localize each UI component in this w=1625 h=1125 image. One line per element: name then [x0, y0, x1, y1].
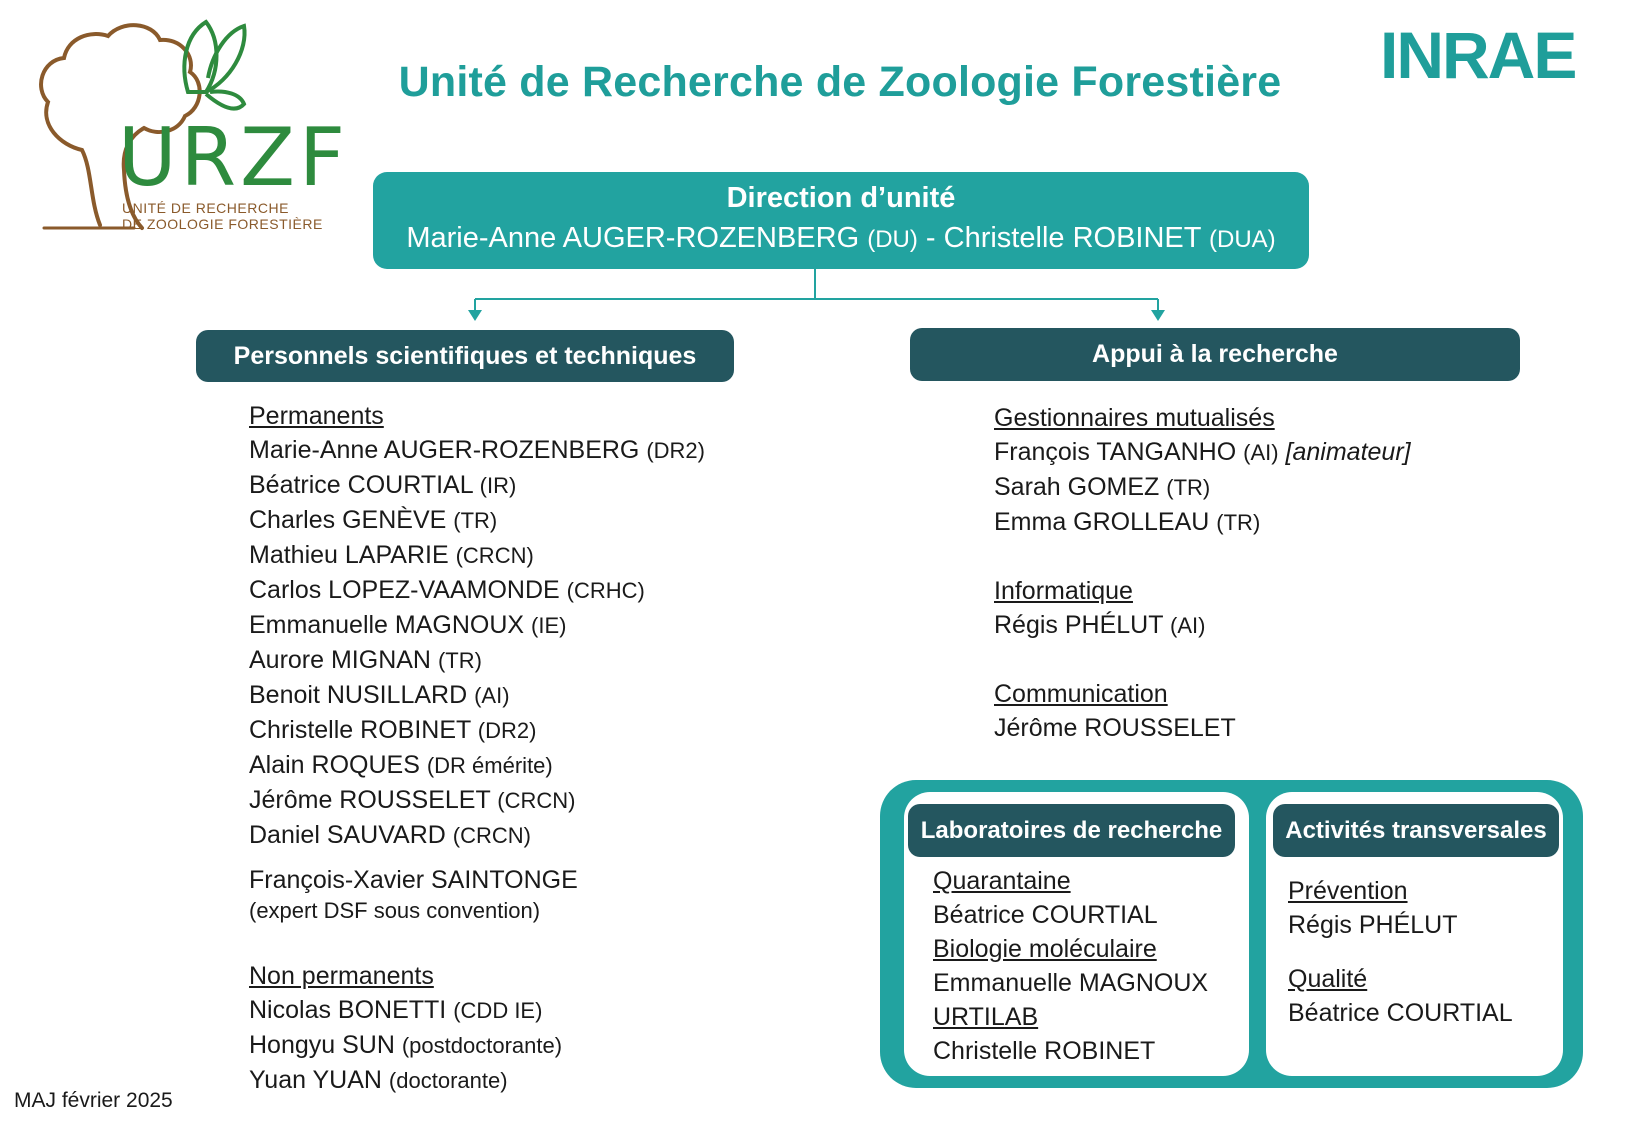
staff-name: Régis PHÉLUT [994, 611, 1164, 639]
list-item [249, 503, 769, 538]
list-item [249, 713, 769, 748]
list-item [249, 608, 769, 643]
direction-role-2: (DUA) [1209, 226, 1276, 253]
direction-person-2: Christelle ROBINET [943, 222, 1201, 254]
activity-person: Régis PHÉLUT [1288, 911, 1458, 939]
list-item [249, 1063, 769, 1098]
staff-name: Carlos LOPEZ-VAAMONDE [249, 576, 560, 604]
staff-name: Daniel SAUVARD [249, 821, 446, 849]
staff-grade: (IE) [531, 613, 567, 638]
staff-name: Nicolas BONETTI [249, 996, 447, 1024]
update-date: MAJ février 2025 [14, 1089, 173, 1112]
direction-person-1: Marie-Anne AUGER-ROZENBERG [406, 222, 860, 254]
staff-name: Benoit NUSILLARD [249, 681, 468, 709]
staff-name: Charles GENÈVE [249, 506, 447, 534]
staff-extra: [animateur] [1285, 438, 1411, 466]
staff-grade: (TR) [1166, 475, 1211, 500]
permanents-heading: Permanents [249, 402, 384, 430]
list-item [249, 748, 769, 783]
list-item [249, 643, 769, 678]
staff-grade: (AI) [1243, 440, 1279, 465]
list-item [249, 1028, 769, 1063]
staff-name: Sarah GOMEZ [994, 473, 1160, 501]
list-item [249, 678, 769, 713]
staff-grade: (AI) [1170, 613, 1206, 638]
staff-name: Christelle ROBINET [249, 716, 471, 744]
scientific-staff-list [249, 399, 769, 1098]
lab-title: Biologie moléculaire [933, 935, 1157, 963]
staff-name: Aurore MIGNAN [249, 646, 431, 674]
labs-list [933, 864, 1243, 1068]
staff-name: Mathieu LAPARIE [249, 541, 449, 569]
urzf-logo-letters: URZF [118, 111, 349, 204]
staff-grade: (TR) [453, 508, 498, 533]
staff-grade: (CRCN) [455, 543, 534, 568]
list-item [249, 818, 769, 853]
activity-person: Béatrice COURTIAL [1288, 999, 1513, 1027]
list-item [994, 470, 1534, 505]
list-item [994, 608, 1534, 643]
staff-grade: (postdoctorante) [401, 1033, 563, 1058]
direction-separator: - [917, 222, 944, 254]
staff-name: Emma GROLLEAU [994, 508, 1210, 536]
activities-list [1288, 874, 1558, 1030]
urzf-logo-line1: UNITÉ DE RECHERCHE [122, 200, 289, 216]
staff-grade: (DR2) [646, 438, 705, 463]
urzf-logo-line2: DE ZOOLOGIE FORESTIÈRE [122, 216, 323, 232]
list-item [249, 783, 769, 818]
staff-grade: (DR émérite) [426, 753, 553, 778]
staff-grade: (CRCN) [452, 823, 531, 848]
staff-name: Hongyu SUN [249, 1031, 395, 1059]
list-item [994, 711, 1534, 745]
expert-note: (expert DSF sous convention) [249, 898, 541, 923]
staff-grade: (doctorante) [388, 1068, 508, 1093]
section-header-scientific-staff: Personnels scientifiques et techniques [196, 330, 734, 382]
staff-grade: (IR) [479, 473, 517, 498]
list-item [249, 538, 769, 573]
list-item [249, 573, 769, 608]
page-title: Unité de Recherche de Zoologie Forestière [398, 58, 1282, 106]
lab-person: Christelle ROBINET [933, 1037, 1156, 1065]
gestionnaires-heading: Gestionnaires mutualisés [994, 404, 1275, 432]
staff-name: Alain ROQUES [249, 751, 420, 779]
section-header-research-support: Appui à la recherche [910, 328, 1520, 381]
direction-title: Direction d’unité [726, 182, 956, 214]
staff-name: Yuan YUAN [249, 1066, 382, 1094]
list-item [994, 435, 1534, 470]
list-item [994, 505, 1534, 540]
arrow-down-icon [1151, 310, 1165, 321]
arrow-down-icon [468, 310, 482, 321]
staff-name: Jérôme ROUSSELET [994, 714, 1236, 742]
expert-name: François-Xavier SAINTONGE [249, 866, 578, 894]
list-item [249, 433, 769, 468]
staff-name: Marie-Anne AUGER-ROZENBERG [249, 436, 640, 464]
staff-grade: (CDD IE) [453, 998, 543, 1023]
staff-name: Béatrice COURTIAL [249, 471, 473, 499]
list-item [249, 993, 769, 1028]
activity-title: Qualité [1288, 965, 1368, 993]
lab-person: Béatrice COURTIAL [933, 901, 1158, 929]
staff-name: François TANGANHO [994, 438, 1237, 466]
staff-name: Emmanuelle MAGNOUX [249, 611, 525, 639]
staff-grade: (TR) [1216, 510, 1261, 535]
activity-title: Prévention [1288, 877, 1408, 905]
staff-grade: (CRHC) [566, 578, 645, 603]
lab-title: Quarantaine [933, 867, 1071, 895]
list-item [249, 468, 769, 503]
staff-grade: (DR2) [477, 718, 537, 743]
staff-name: Jérôme ROUSSELET [249, 786, 491, 814]
staff-grade: (AI) [474, 683, 510, 708]
staff-grade: (TR) [437, 648, 482, 673]
labs-header: Laboratoires de recherche [908, 804, 1235, 857]
lab-title: URTILAB [933, 1003, 1039, 1031]
non-permanents-heading: Non permanents [249, 962, 434, 990]
informatique-heading: Informatique [994, 577, 1133, 605]
inrae-logo-text: INRAE [1380, 18, 1576, 92]
lab-person: Emmanuelle MAGNOUX [933, 969, 1209, 997]
direction-role-1: (DU) [867, 226, 918, 253]
research-support-list [994, 401, 1534, 745]
activities-header: Activités transversales [1273, 804, 1559, 857]
staff-grade: (CRCN) [497, 788, 576, 813]
communication-heading: Communication [994, 680, 1168, 708]
